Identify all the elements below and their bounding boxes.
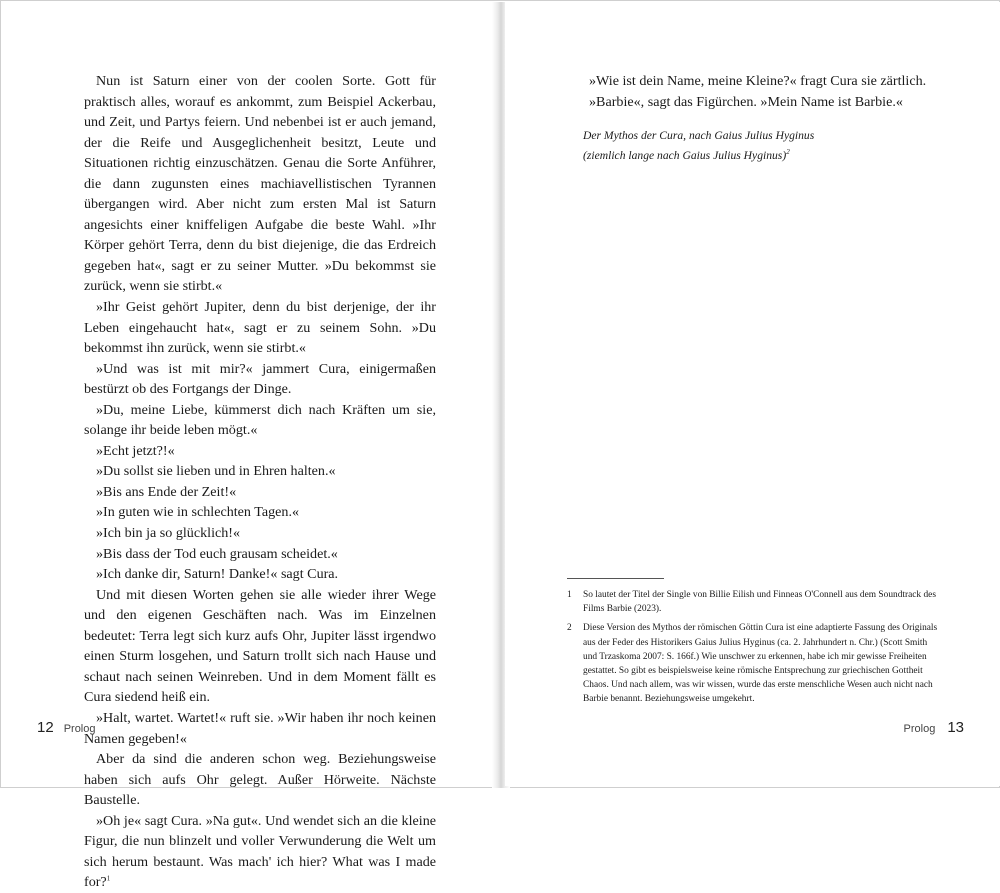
closing-dialog [583, 71, 943, 166]
footnote-rule [567, 578, 664, 579]
citation-line: (ziemlich lange nach Gaius Julius Hyginus)$^2$ [583, 148, 790, 163]
citation-line: Der Mythos der Cura, nach Gaius Julius Hyginus [583, 129, 815, 143]
running-footer-label: Prolog [903, 723, 936, 735]
footnotes [567, 588, 939, 712]
dialog-line: »Barbie«, sagt das Figürchen. »Mein Name ist Barbie.« [589, 93, 903, 110]
footnote [567, 588, 939, 616]
paragraph: »Bis dass der Tod euch grausam scheidet.« [96, 545, 338, 562]
paragraph: »Bis ans Ende der Zeit!« [96, 483, 237, 500]
footnote-ref[interactable]: 2 [786, 148, 790, 157]
paragraph: »Du sollst sie lieben und in Ehren halten.« [96, 463, 336, 480]
page-footer-right [904, 719, 964, 736]
body-text [84, 71, 436, 893]
page-number: 13 [947, 719, 964, 736]
paragraph: Und mit diesen Worten gehen sie alle wieder ihrer Wege und den eigenen Geschäften nach. Was im Einzelnen bedeutet: Terra legt sich kurz aufs Ohr, Jupiter lässt irgendwo einen Sturm losgehen, und Saturn trollt sich nach Hause und schaut nach seinen Weinreben. Und in dem Moment fällt es Cura siedend heiß ein. [84, 586, 436, 706]
running-footer-label: Prolog [63, 723, 96, 735]
left-page [2, 2, 497, 891]
footnote-ref[interactable]: 1 [106, 874, 111, 883]
footnote-number: 2 [567, 623, 572, 634]
paragraph: »Oh je« sagt Cura. »Na gut«. Und wendet sich an die kleine Figur, die nun blinzelt und voller Verwunderung die Welt um sich herum bestaunt. Was mach' ich hier? What was I made for?$^1$ [84, 812, 436, 891]
paragraph: »Halt, wartet. Wartet!« ruft sie. »Wir haben ihr noch keinen Namen gegeben!« [84, 709, 436, 747]
page-number: 12 [37, 719, 54, 736]
paragraph: »Ich bin ja so glücklich!« [96, 525, 241, 542]
paragraph: Aber da sind die anderen schon weg. Beziehungsweise haben sich aufs Ohr gelegt. Außer Hörweite. Nächste Baustelle. [84, 751, 436, 809]
paragraph: »Echt jetzt?!« [96, 442, 175, 459]
paragraph: »Ihr Geist gehört Jupiter, denn du bist derjenige, der ihr Leben eingehaucht hat«, sagt er zu seinem Sohn. »Du bekommst ihn zurück, wenn sie stirbt.« [84, 299, 436, 357]
paragraph: »Ich danke dir, Saturn! Danke!« sagt Cura. [96, 566, 339, 583]
dialog-line: »Wie ist dein Name, meine Kleine?« fragt Cura sie zärtlich. [589, 73, 927, 89]
page-footer-left [37, 719, 95, 736]
paragraph: »Und was ist mit mir?« jammert Cura, einigermaßen bestürzt ob des Fortgangs der Dinge. [84, 360, 436, 398]
right-page [505, 2, 1000, 786]
paragraph: »Du, meine Liebe, kümmerst dich nach Kräften um sie, solange ihr beide leben mögt.« [84, 401, 436, 439]
footnote-text: Diese Version des Mythos der römischen Göttin Cura ist eine adaptierte Fassung des Originals aus der Feder des Historikers Gaius Julius Hyginus (ca. 2. Jahrhundert n. Chr.) (Scott Smith und Trzaskoma 2007: S. 166f.) Wie unschwer zu erkennen, habe ich mir gewisse Freiheiten gestattet. So gibt es beispielsweise keine römische Entsprechung zur griechischen Gottheit Chaos. Und nach allem, was wir wissen, wurde das erste menschliche Wesen auch nicht nach Barbie benannt. Beziehungsweise umgekehrt. [583, 623, 938, 705]
paragraph: Nun ist Saturn einer von der coolen Sorte. Gott für praktisch alles, worauf es ankommt, zum Beispiel Ackerbau, und Zeit, und Partys feiern. Und nebenbei ist er auch jemand, der die Reife und Ausgeglichenheit besitzt, Leute und Situationen richtig einzuschätzen. Genau die Sorte Anführer, die dann zugunsten eines machiavellistischen Tyrannen übergangen wird. Aber nicht zum ersten Mal ist Saturn angesichts einer kniffeligen Aufgabe die beste Wahl. »Ihr Körper gehört Terra, denn du bist diejenige, die das Erdreich gegeben hat«, sagt er zu seiner Mutter. »Du bekommst sie zurück, wenn sie stirbt.« [84, 73, 436, 295]
footnote-number: 1 [567, 590, 572, 600]
footnote [567, 621, 939, 706]
footnote-text: So lautet der Titel der Single von Billie Eilish und Finneas O'Connell aus dem Soundtrack des Films Barbie (2023). [583, 590, 936, 615]
myth-citation [583, 126, 943, 166]
paragraph: »In guten wie in schlechten Tagen.« [96, 504, 300, 521]
